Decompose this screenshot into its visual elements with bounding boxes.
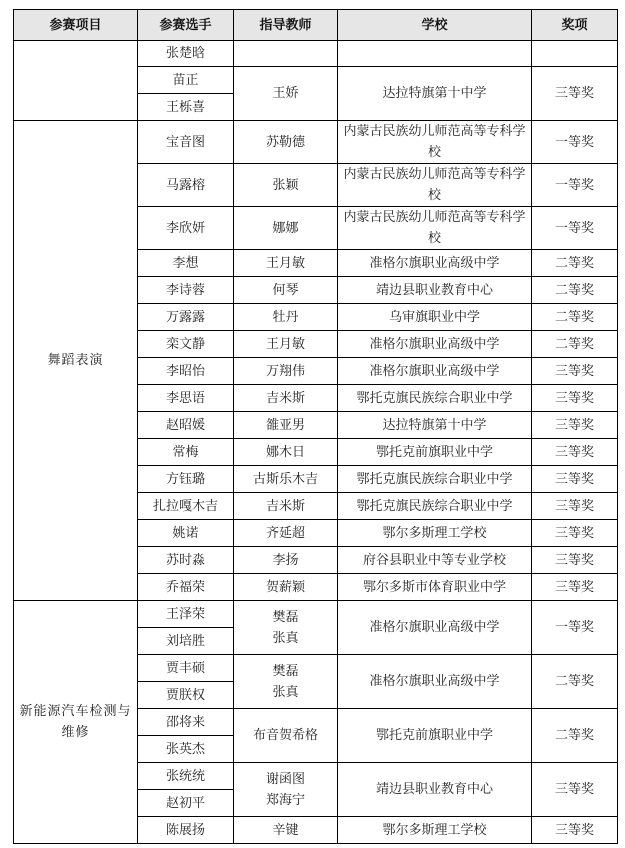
table-row [14,601,618,628]
school-cell: 府谷县职业中等专业学校 [338,547,532,574]
award-cell: 三等奖 [532,67,618,121]
category-cell: 新能源汽车检测与维修 [14,601,138,844]
school-cell: 鄂托克前旗职业中学 [338,439,532,466]
school-cell: 准格尔旗职业高级中学 [338,601,532,655]
teacher-name: 谢函图 [265,771,305,787]
student-cell: 贾朕权 [138,682,234,709]
student-cell: 李想 [138,250,234,277]
school-cell: 准格尔旗职业高级中学 [338,331,532,358]
student-cell: 栾文静 [138,331,234,358]
school-cell: 靖边县职业教育中心 [338,277,532,304]
award-cell: 一等奖 [532,601,618,655]
header-category: 参赛项目 [14,10,138,41]
student-cell: 陈展扬 [138,817,234,844]
award-cell: 三等奖 [532,439,618,466]
award-cell: 三等奖 [532,817,618,844]
student-cell: 乔福荣 [138,574,234,601]
teacher-cell: 吉米斯 [234,385,338,412]
student-cell: 贾丰硕 [138,655,234,682]
award-cell: 一等奖 [532,207,618,250]
student-cell: 王栎喜 [138,94,234,121]
student-cell: 赵昭媛 [138,412,234,439]
award-cell: 一等奖 [532,164,618,207]
award-cell: 二等奖 [532,304,618,331]
school-cell: 鄂托克前旗职业中学 [338,709,532,763]
teacher-name: 郑海宁 [265,792,305,808]
award-cell: 二等奖 [532,277,618,304]
header-school: 学校 [338,10,532,41]
header-student: 参赛选手 [138,10,234,41]
student-cell: 万露露 [138,304,234,331]
category-cell: 舞蹈表演 [14,121,138,601]
teacher-name: 张真 [272,684,299,700]
teacher-cell: 王月敏 [234,331,338,358]
student-cell: 张楚晗 [138,41,234,67]
table-row [14,41,618,67]
award-cell: 三等奖 [532,412,618,439]
student-cell: 李昭怡 [138,358,234,385]
teacher-cell-empty [234,41,338,67]
teacher-cell: 王月敏 [234,250,338,277]
teacher-name: 张真 [272,630,299,646]
table-row [14,121,618,164]
teacher-cell: 苏勒德 [234,121,338,164]
school-cell: 内蒙古民族幼儿师范高等专科学校 [338,207,532,250]
school-cell: 鄂托克旗民族综合职业中学 [338,385,532,412]
teacher-cell [234,601,338,655]
award-cell: 三等奖 [532,358,618,385]
award-cell: 二等奖 [532,655,618,709]
teacher-cell: 古斯乐木吉 [234,466,338,493]
school-cell: 靖边县职业教育中心 [338,763,532,817]
student-cell: 李诗蓉 [138,277,234,304]
award-cell: 三等奖 [532,547,618,574]
student-cell: 常梅 [138,439,234,466]
school-cell: 准格尔旗职业高级中学 [338,358,532,385]
award-cell: 三等奖 [532,466,618,493]
teacher-cell: 张颖 [234,164,338,207]
student-cell: 张统统 [138,763,234,790]
school-cell: 鄂托克旗民族综合职业中学 [338,466,532,493]
awards-table [13,9,618,844]
student-cell: 扎拉嘎木吉 [138,493,234,520]
award-cell: 二等奖 [532,250,618,277]
school-cell: 鄂托克旗民族综合职业中学 [338,493,532,520]
school-cell: 内蒙古民族幼儿师范高等专科学校 [338,121,532,164]
student-cell: 姚诺 [138,520,234,547]
teacher-name: 樊磊 [272,609,299,625]
teacher-cell: 万翔伟 [234,358,338,385]
school-cell: 乌审旗职业中学 [338,304,532,331]
teacher-cell: 雒亚男 [234,412,338,439]
student-cell: 苗正 [138,67,234,94]
teacher-cell: 李扬 [234,547,338,574]
school-cell: 鄂尔多斯理工学校 [338,520,532,547]
teacher-cell: 何琴 [234,277,338,304]
student-cell: 张英杰 [138,736,234,763]
award-cell: 二等奖 [532,331,618,358]
award-cell: 三等奖 [532,493,618,520]
school-cell: 达拉特旗第十中学 [338,412,532,439]
award-cell: 三等奖 [532,385,618,412]
student-cell: 李思语 [138,385,234,412]
award-cell: 三等奖 [532,574,618,601]
teacher-cell: 布音贺希格 [234,709,338,763]
school-cell: 准格尔旗职业高级中学 [338,250,532,277]
award-cell: 三等奖 [532,520,618,547]
teacher-cell: 贺薪颖 [234,574,338,601]
teacher-cell: 王娇 [234,67,338,121]
teacher-cell: 娜木日 [234,439,338,466]
school-cell: 鄂尔多斯理工学校 [338,817,532,844]
teacher-cell: 牡丹 [234,304,338,331]
student-cell: 马露榕 [138,164,234,207]
teacher-cell [234,763,338,817]
student-cell: 赵初平 [138,790,234,817]
school-cell-empty [338,41,532,67]
teacher-cell: 齐延超 [234,520,338,547]
header-row [14,10,618,41]
award-cell: 三等奖 [532,763,618,817]
student-cell: 王泽荣 [138,601,234,628]
school-cell: 内蒙古民族幼儿师范高等专科学校 [338,164,532,207]
award-cell-empty [532,41,618,67]
student-cell: 方钰璐 [138,466,234,493]
award-cell: 一等奖 [532,121,618,164]
school-cell: 达拉特旗第十中学 [338,67,532,121]
teacher-cell: 吉米斯 [234,493,338,520]
school-cell: 鄂尔多斯市体育职业中学 [338,574,532,601]
teacher-name: 樊磊 [272,663,299,679]
school-cell: 准格尔旗职业高级中学 [338,655,532,709]
header-teacher: 指导教师 [234,10,338,41]
student-cell: 宝音图 [138,121,234,164]
teacher-cell [234,655,338,709]
header-award: 奖项 [532,10,618,41]
student-cell: 邵将来 [138,709,234,736]
category-cell-empty [14,41,138,121]
award-cell: 二等奖 [532,709,618,763]
teacher-cell: 辛键 [234,817,338,844]
student-cell: 刘培胜 [138,628,234,655]
teacher-cell: 娜娜 [234,207,338,250]
student-cell: 苏时淼 [138,547,234,574]
student-cell: 李欣妍 [138,207,234,250]
